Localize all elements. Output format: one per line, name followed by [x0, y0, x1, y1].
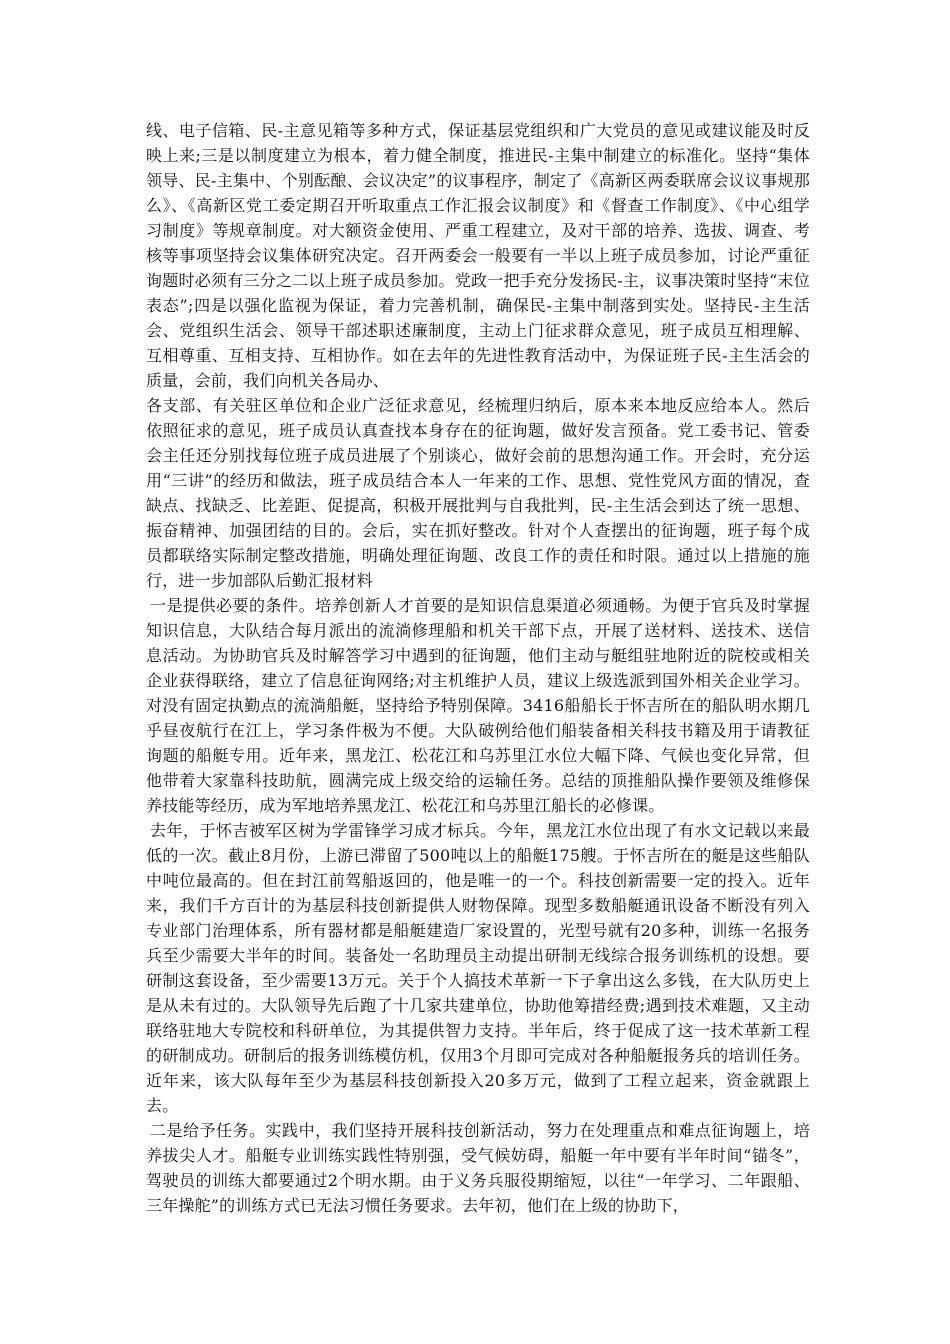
paragraph-2: 各支部、有关驻区单位和企业广泛征求意见，经梳理归纳后，原本来本地反应给本人。然后依照征求的意见，班子成员认真查找本身存在的征询题，做好发言预备。党工委书记、管委会主任还分别找每位班子成员进展了个别谈心，做好会前的思想沟通工作。开会时，充分运用“三讲”的经历和做法，班子成员结合本人一年来的工作、思想、党性党风方面的情况，查缺点、找缺乏、比差距、促提高，积极开展批判与自我批判，民-主生活会到达了统一思想、振奋精神、加强团结的目的。会后，实在抓好整改。针对个人查摆出的征询题，班子每个成员都联络实际制定整改措施，明确处理征询题、改良工作的责任和时限。通过以上措施的施行，进一步加部队后勤汇报材料	[146, 396, 810, 590]
paragraph-3: 一是提供必要的条件。培养创新人才首要的是知识信息渠道必须通畅。为便于官兵及时掌握知识信息，大队结合每月派出的流淌修理船和机关干部下点，开展了送材料、送技术、送信息活动。为协助官兵及时解答学习中遇到的征询题，他们主动与艇组驻地附近的院校或相关企业获得联络，建立了信息征询网络;对主机维护人员，建议上级选派到国外相关企业学习。对没有固定执勤点的流淌船艇，坚持给予特别保障。3416船船长于怀吉所在的船队明水期几乎昼夜航行在江上，学习条件极为不便。大队破例给他们船装备相关科技书籍及用于请教征询题的船艇专用。近年来，黑龙江、松花江和乌苏里江水位大幅下降、气候也变化异常，但他带着大家靠科技助航，圆满完成上级交给的运输任务。总结的顶推船队操作要领及维修保养技能等经历，成为军地培养黑龙江、松花江和乌苏里江船长的必修课。	[146, 596, 810, 815]
document-page	[146, 118, 810, 1218]
paragraph-1: 线、电子信箱、民-主意见箱等多种方式，保证基层党组织和广大党员的意见或建议能及时反映上来;三是以制度建立为根本，着力健全制度，推进民-主集中制建立的标准化。坚持“集体领导、民-主集中、个别酝酿、会议决定”的议事程序，制定了《高新区两委联席会议议事规那么》、《高新区党工委定期召开听取重点工作汇报会议制度》和《督查工作制度》、《中心组学习制度》等规章制度。对大额资金使用、严重工程建立，及对干部的培养、选拔、调查、考核等事项坚持会议集体研究决定。召开两委会一般要有一半以上班子成员参加，讨论严重征询题时必须有三分之二以上班子成员参加。党政一把手充分发扬民-主，议事决策时坚持“末位表态”;四是以强化监视为保证，着力完善机制，确保民-主集中制落到实处。坚持民-主生活会、党组织生活会、领导干部述职述廉制度，主动上门征求群众意见，班子成员互相理解、互相尊重、互相支持、互相协作。如在去年的先进性教育活动中，为保证班子民-主生活会的质量，会前，我们向机关各局办、	[146, 121, 810, 390]
paragraph-5: 二是给予任务。实践中，我们坚持开展科技创新活动，努力在处理重点和难点征询题上，培养拔尖人才。船艇专业训练实践性特别强，受气候妨碍，船艇一年中要有半年时间“锚冬”，驾驶员的训练大都要通过2个明水期。由于义务兵服役期缩短，以往“一年学习、二年跟船、三年操舵”的训练方式已无法习惯任务要求。去年初，他们在上级的协助下，	[146, 1121, 810, 1215]
paragraph-4: 去年，于怀吉被军区树为学雷锋学习成才标兵。今年，黑龙江水位出现了有水文记载以来最低的一次。截止8月份，上游已滞留了500吨以上的船艇175艘。于怀吉所在的艇是这些船队中吨位最高的。但在封江前驾船返回的，他是唯一的一个。科技创新需要一定的投入。近年来，我们千方百计的为基层科技创新提供人财物保障。现型多数船艇通讯设备不断没有列入专业部门治理体系，所有器材都是船艇建造厂家设置的，光型号就有20多种，训练一名报务兵至少需要大半年的时间。装备处一名助理员主动提出研制无线综合报务训练机的设想。要研制这套设备，至少需要13万元。关于个人搞技术革新一下子拿出这么多钱，在大队历史上是从未有过的。大队领导先后跑了十几家共建单位，协助他筹措经费;遇到技术难题，又主动联络驻地大专院校和科研单位，为其提供智力支持。半年后，终于促成了这一技术革新工程的研制成功。研制后的报务训练模仿机，仅用3个月即可完成对各种船艇报务兵的培训任务。近年来，该大队每年至少为基层科技创新投入20多万元，做到了工程立起来，资金就跟上去。	[146, 821, 810, 1115]
